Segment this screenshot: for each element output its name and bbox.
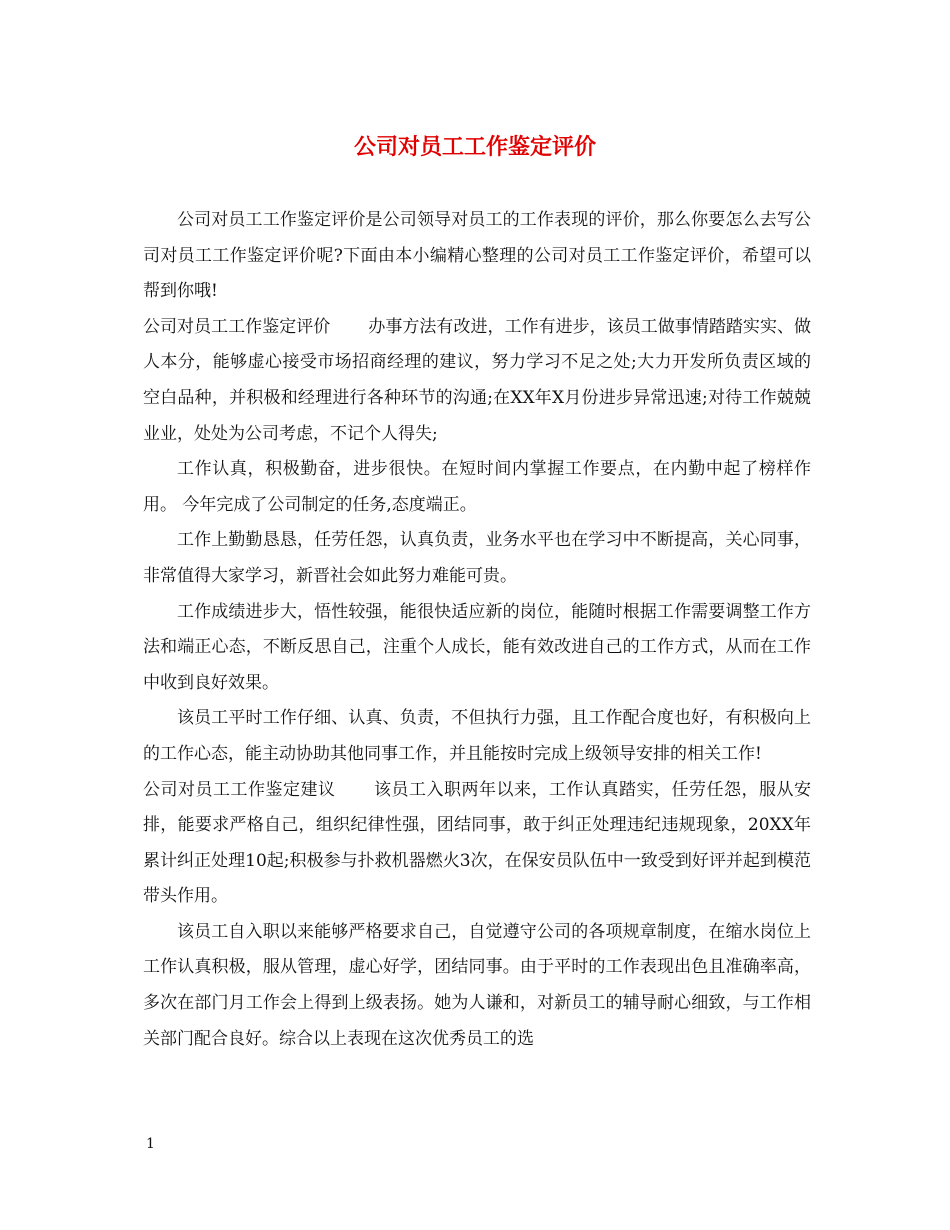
paragraph (143, 310, 811, 452)
paragraph-text: 该员工自入职以来能够严格要求自己，自觉遵守公司的各项规章制度，在缩水岗位上工作认真积极，服从管理，虚心好学，团结同事。由于平时的工作表现出色且准确率高，多次在部门月工作会上得到上级表扬。她为人谦和，对新员工的辅导耐心细致，与工作相关部门配合良好。综合以上表现在这次优秀员工的选 (143, 921, 811, 1049)
page-number: 1 (146, 1136, 155, 1152)
document-body (143, 203, 811, 1057)
paragraph-text: 工作成绩进步大，悟性较强，能很快适应新的岗位，能随时根据工作需要调整工作方法和端正心态，不断反思自己，注重个人成长，能有效改进自己的工作方式，从而在工作中收到良好效果。 (143, 601, 811, 693)
paragraph (143, 701, 811, 772)
paragraph-text: 该员工入职两年以来，工作认真踏实，任劳任怨，服从安排，能要求严格自己，组织纪律性强，团结同事，敢于纠正处理违纪违规现象，20XX年累计纠正处理10起;积极参与扑救机器燃火3次，在保安员队伍中一致受到好评并起到模范带头作用。 (143, 779, 811, 907)
paragraph-lead-heading: 公司对员工工作鉴定建议 (143, 779, 336, 800)
document-title: 公司对员工工作鉴定评价 (353, 134, 596, 160)
paragraph (143, 773, 811, 915)
paragraph-text: 工作上勤勤恳恳，任劳任怨，认真负责，业务水平也在学习中不断提高，关心同事，非常值得大家学习，新晋社会如此努力难能可贵。 (143, 530, 811, 586)
paragraph (143, 203, 811, 310)
paragraph (143, 915, 811, 1057)
paragraph (143, 452, 811, 523)
paragraph (143, 523, 811, 594)
paragraph (143, 595, 811, 702)
paragraph-text: 工作认真，积极勤奋，进步很快。在短时间内掌握工作要点，在内勤中起了榜样作用。 今年完成了公司制定的任务,态度端正。 (143, 459, 811, 515)
paragraph-text: 公司对员工工作鉴定评价是公司领导对员工的工作表现的评价，那么你要怎么去写公司对员工工作鉴定评价呢?下面由本小编精心整理的公司对员工工作鉴定评价，希望可以帮到你哦! (143, 210, 811, 302)
paragraph-text: 该员工平时工作仔细、认真、负责，不但执行力强，且工作配合度也好，有积极向上的工作心态，能主动协助其他同事工作，并且能按时完成上级领导安排的相关工作! (143, 708, 811, 764)
paragraph-lead-heading: 公司对员工工作鉴定评价 (143, 316, 331, 337)
paragraph-text: 办事方法有改进，工作有进步，该员工做事情踏踏实实、做人本分，能够虚心接受市场招商经理的建议，努力学习不足之处;大力开发所负责区域的空白品种，并积极和经理进行各种环节的沟通;在XX年X月份进步异常迅速;对待工作兢兢业业，处处为公司考虑，不记个人得失; (143, 316, 811, 444)
